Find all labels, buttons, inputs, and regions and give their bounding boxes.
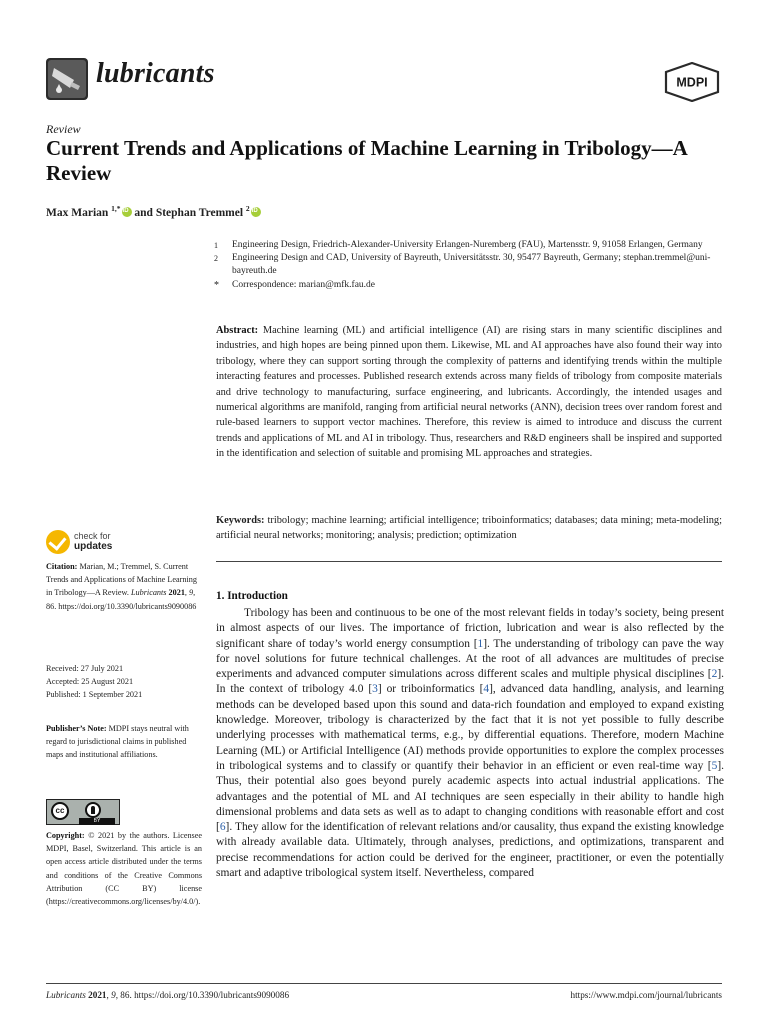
mdpi-logo-icon [664, 62, 720, 102]
paragraph [216, 606, 724, 881]
received-date: Received: 27 July 2021 [46, 664, 124, 673]
affiliation-item [214, 279, 724, 292]
paper-title: Current Trends and Applications of Machine Learning in Tribology—A Review [46, 136, 687, 185]
citation-label: Citation: [46, 562, 78, 571]
publisher-note [46, 722, 202, 762]
citation-volume: 9 [189, 588, 194, 598]
orcid-icon[interactable] [251, 207, 261, 217]
reference-link[interactable]: 5 [711, 759, 718, 772]
abstract-text: Machine learning (ML) and artificial intelligence (AI) are rising stars in many scientific disciplines and industries, and high hopes are being pinned upon them. Likewise, ML and AI approaches have also found their way into tribology, where they can support sorting through the complexity of patterns and identifying trends within the multiple interacting features and processes. Published research extends across many fields of tribology from composite materials and drive technology to manufacturing, surface engineering, and lubricants. Accordingly, the intended usages and numerical algorithms are manifold, ranging from artificial neural networks (ANN), decision trees over random forest and rule-based learners to support vector machines. Therefore, this review is aimed to introduce and discuss the current trends and applications of ML and AI in tribology. Thus, researchers and R&D engineers shall be inspired and supported in the identification and selection of suitable and promising ML approaches and strategies. [216, 325, 722, 460]
affiliation-text: Engineering Design, Friedrich-Alexander-University Erlangen-Nuremberg (FAU), Martensstr. 9, 91058 Erlangen, Germany [232, 240, 703, 250]
copyright-label: Copyright: [46, 831, 85, 840]
affiliation-mark: 1 [214, 241, 218, 250]
copyright-text: © 2021 by the authors. Licensee MDPI, Basel, Switzerland. This article is an open access article distributed under the terms and conditions of the Creative Commons Attribution (CC BY) license (https://creativecommons.org/licenses/by/4.0/). [46, 831, 203, 907]
abstract-label: Abstract: [216, 325, 259, 336]
cc-icon: cc [51, 802, 69, 820]
footer-volume: 9 [111, 990, 116, 1000]
section-divider [216, 561, 722, 562]
footer-year: 2021 [88, 990, 107, 1000]
citation-year: 2021 [168, 588, 185, 598]
citation-doi-link[interactable]: , 86. https://doi.org/10.3390/lubricants9090086 [46, 588, 197, 611]
check-icon [46, 530, 70, 554]
abstract [216, 323, 722, 462]
citation-block: Citation: Marian, M.; Tremmel, S. Current Trends and Applications of Machine Learning in Tribology—A Review. Lubricants 2021, 9, 86. https://doi.org/10.3390/lubricants9090086 [46, 562, 197, 611]
author-list [46, 204, 261, 219]
text-run: ]. Thus, their potential also goes beyond purely academic aspects into actual industrial applications. The advantages and the potential of ML and AI techniques are seen especially in their ability to handle high dimensional problems and data sets as well as to adapt to changing conditions with reasonable effort and cost [ [216, 759, 724, 834]
reference-link[interactable]: 3 [372, 683, 378, 696]
footer-doi-link[interactable]: , 86. https://doi.org/10.3390/lubricants9090086 [115, 990, 290, 1000]
affiliation-mark: * [214, 279, 219, 291]
footer-journal-link[interactable]: https://www.mdpi.com/journal/lubricants [570, 990, 722, 1000]
citation-journal: Lubricants [131, 588, 167, 598]
mdpi-logo-text: MDPI [676, 75, 708, 90]
publisher-note-label: Publisher’s Note: [46, 724, 107, 733]
reference-link[interactable]: 6 [219, 821, 226, 834]
journal-name: lubricants [96, 58, 215, 89]
check-for-updates-label [74, 531, 112, 552]
footer-citation: Lubricants 2021, 9, 86. https://doi.org/10.3390/lubricants9090086 [46, 990, 290, 1000]
section-heading: 1. Introduction [216, 590, 288, 602]
reference-link[interactable]: 1 [477, 637, 484, 650]
affiliation-mark: 2 [214, 254, 218, 264]
by-label: BY [79, 818, 115, 825]
affiliation-item [214, 239, 724, 252]
article-type: Review [46, 122, 81, 136]
published-date: Published: 1 September 2021 [46, 690, 143, 700]
keywords [216, 513, 722, 544]
text-run: ]. They allow for the identification of relevant relations and/or causality, thus expand the existing knowledge with already available data. Ultimately, through analyses, predictions, and optimizations, transparent and precise recommendations for action could be derived for the engineer, practitioner, or even the potentially smart and adaptive tribological system itself. Nevertheless, compared [216, 821, 724, 880]
cc-by-license-badge[interactable] [46, 799, 120, 825]
affiliations [214, 239, 724, 292]
accepted-date: Accepted: 25 August 2021 [46, 677, 134, 687]
correspondence-text: Correspondence: marian@mfk.fau.de [232, 279, 376, 290]
copyright-block [46, 829, 202, 908]
affiliation-text: Engineering Design and CAD, University of Bayreuth, Universitätsstr. 30, 95477 Bayreuth, Germany; stephan.tremmel@uni-bayreuth.de [232, 253, 711, 277]
check-label-line2: updates [74, 541, 113, 552]
author-conjunction: and [134, 206, 153, 219]
text-run: ]. In the context of tribology 4.0 [ [216, 668, 724, 696]
author-name[interactable]: Max Marian [46, 206, 109, 219]
check-label-line1: check for [74, 531, 111, 541]
text-run: Tribology has been and continuous to be one of the most relevant fields in today’s society, being present in almost aspects of our lives. The importance of friction, lubrication and wear is also reflected by the significant share of today’s world energy consumption [ [216, 607, 724, 650]
affiliation-item [214, 252, 724, 278]
text-run: ], advanced data handling, analysis, and learning methods can be developed based upon this sound and data-rich foundation and employed to expand existing knowledge. Moreover, tribology is characterized by the fact that it is not yet possible to fully describe underlying processes with mathematical terms, e.g., by differential equations. Therefore, modern Machine Learning (ML) or Artificial Intelligence (AI) methods provide opportunities to explore the complex processes in tribological systems and to classify or quantify their behavior in an efficient or even real-time way [ [216, 683, 725, 772]
footer-journal: Lubricants [46, 990, 86, 1000]
footer-divider [46, 983, 722, 984]
author-affiliation-mark: 1,* [111, 204, 121, 213]
dates-block [46, 662, 202, 702]
citation-text: Marian, M.; Tremmel, S. Current Trends and Applications of Machine Learning in Tribology—A Review. [46, 562, 197, 598]
reference-link[interactable]: 2 [711, 668, 718, 681]
author-affiliation-mark: 2 [245, 204, 250, 213]
person-icon [85, 802, 101, 818]
keywords-label: Keywords: [216, 515, 265, 526]
text-run: ]. The understanding of tribology can pave the way for novel solutions for future technical challenges. At the root of all advances are multitudes of precise experiments and advanced computer simulations across different scales and multiple physical disciplines [ [216, 637, 724, 681]
publisher-note-text: MDPI stays neutral with regard to jurisdictional claims in published maps and institutional affiliations. [46, 724, 189, 760]
author-name[interactable]: Stephan Tremmel [155, 206, 244, 219]
reference-link[interactable]: 4 [483, 683, 490, 696]
text-run: ] or triboinformatics [ [377, 683, 484, 696]
keywords-text: tribology; machine learning; artificial intelligence; triboinformatics; databases; data mining; meta-modeling; artificial neural networks; monitoring; analysis; prediction; optimization [216, 515, 722, 542]
orcid-icon[interactable] [122, 207, 132, 217]
check-for-updates-button[interactable] [46, 530, 176, 556]
introduction-body [216, 606, 724, 881]
journal-logo-icon [46, 58, 88, 100]
